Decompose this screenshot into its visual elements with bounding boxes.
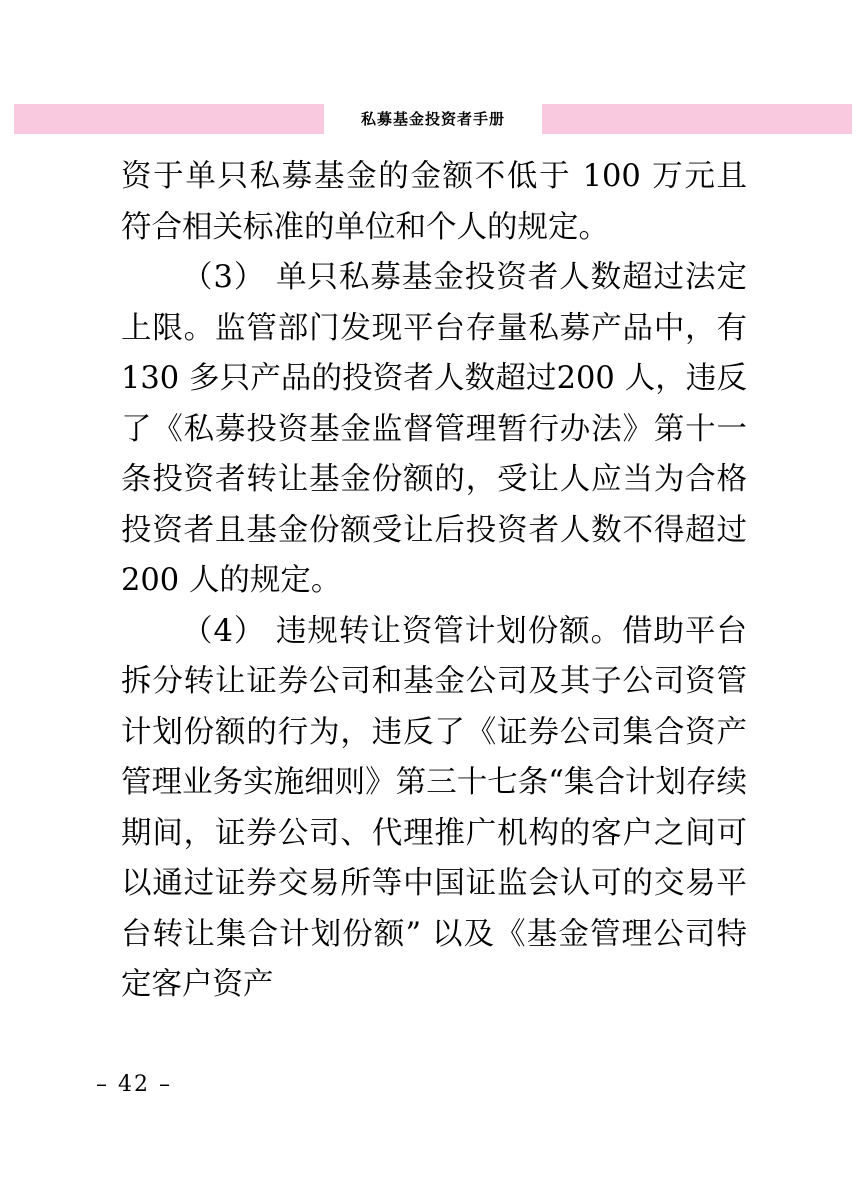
page-body (121, 152, 747, 1011)
header-decor-bar-right (542, 104, 852, 134)
page-number: – 42 – (96, 1072, 172, 1097)
header-title: 私募基金投资者手册 (351, 104, 515, 134)
paragraph-item-4: （4） 违规转让资管计划份额。借助平台拆分转让证券公司和基金公司及其子公司资管计划份额的行为，违反了《证券公司集合资产管理业务实施细则》第三十七条“集合计划存续期间，证券公司、代理推广机构的客户之间可以通过证券交易所等中国证监会认可的交易平台转让集合计划份额” 以及《基金管理公司特定客户资产 (121, 613, 747, 1002)
header-decor-bar-left (14, 104, 324, 134)
paragraph-continued: 资于单只私募基金的金额不低于 100 万元且符合相关标准的单位和个人的规定。 (121, 159, 747, 245)
paragraph-item-3: （3） 单只私募基金投资者人数超过法定上限。监管部门发现平台存量私募产品中，有 130 多只产品的投资者人数超过200 人，违反了《私募投资基金监督管理暂行办法》第十一条投资者转让基金份额的，受让人应当为合格投资者且基金份额受让后投资者人数不得超过200 人的规定。 (121, 260, 747, 598)
running-header (0, 104, 866, 134)
